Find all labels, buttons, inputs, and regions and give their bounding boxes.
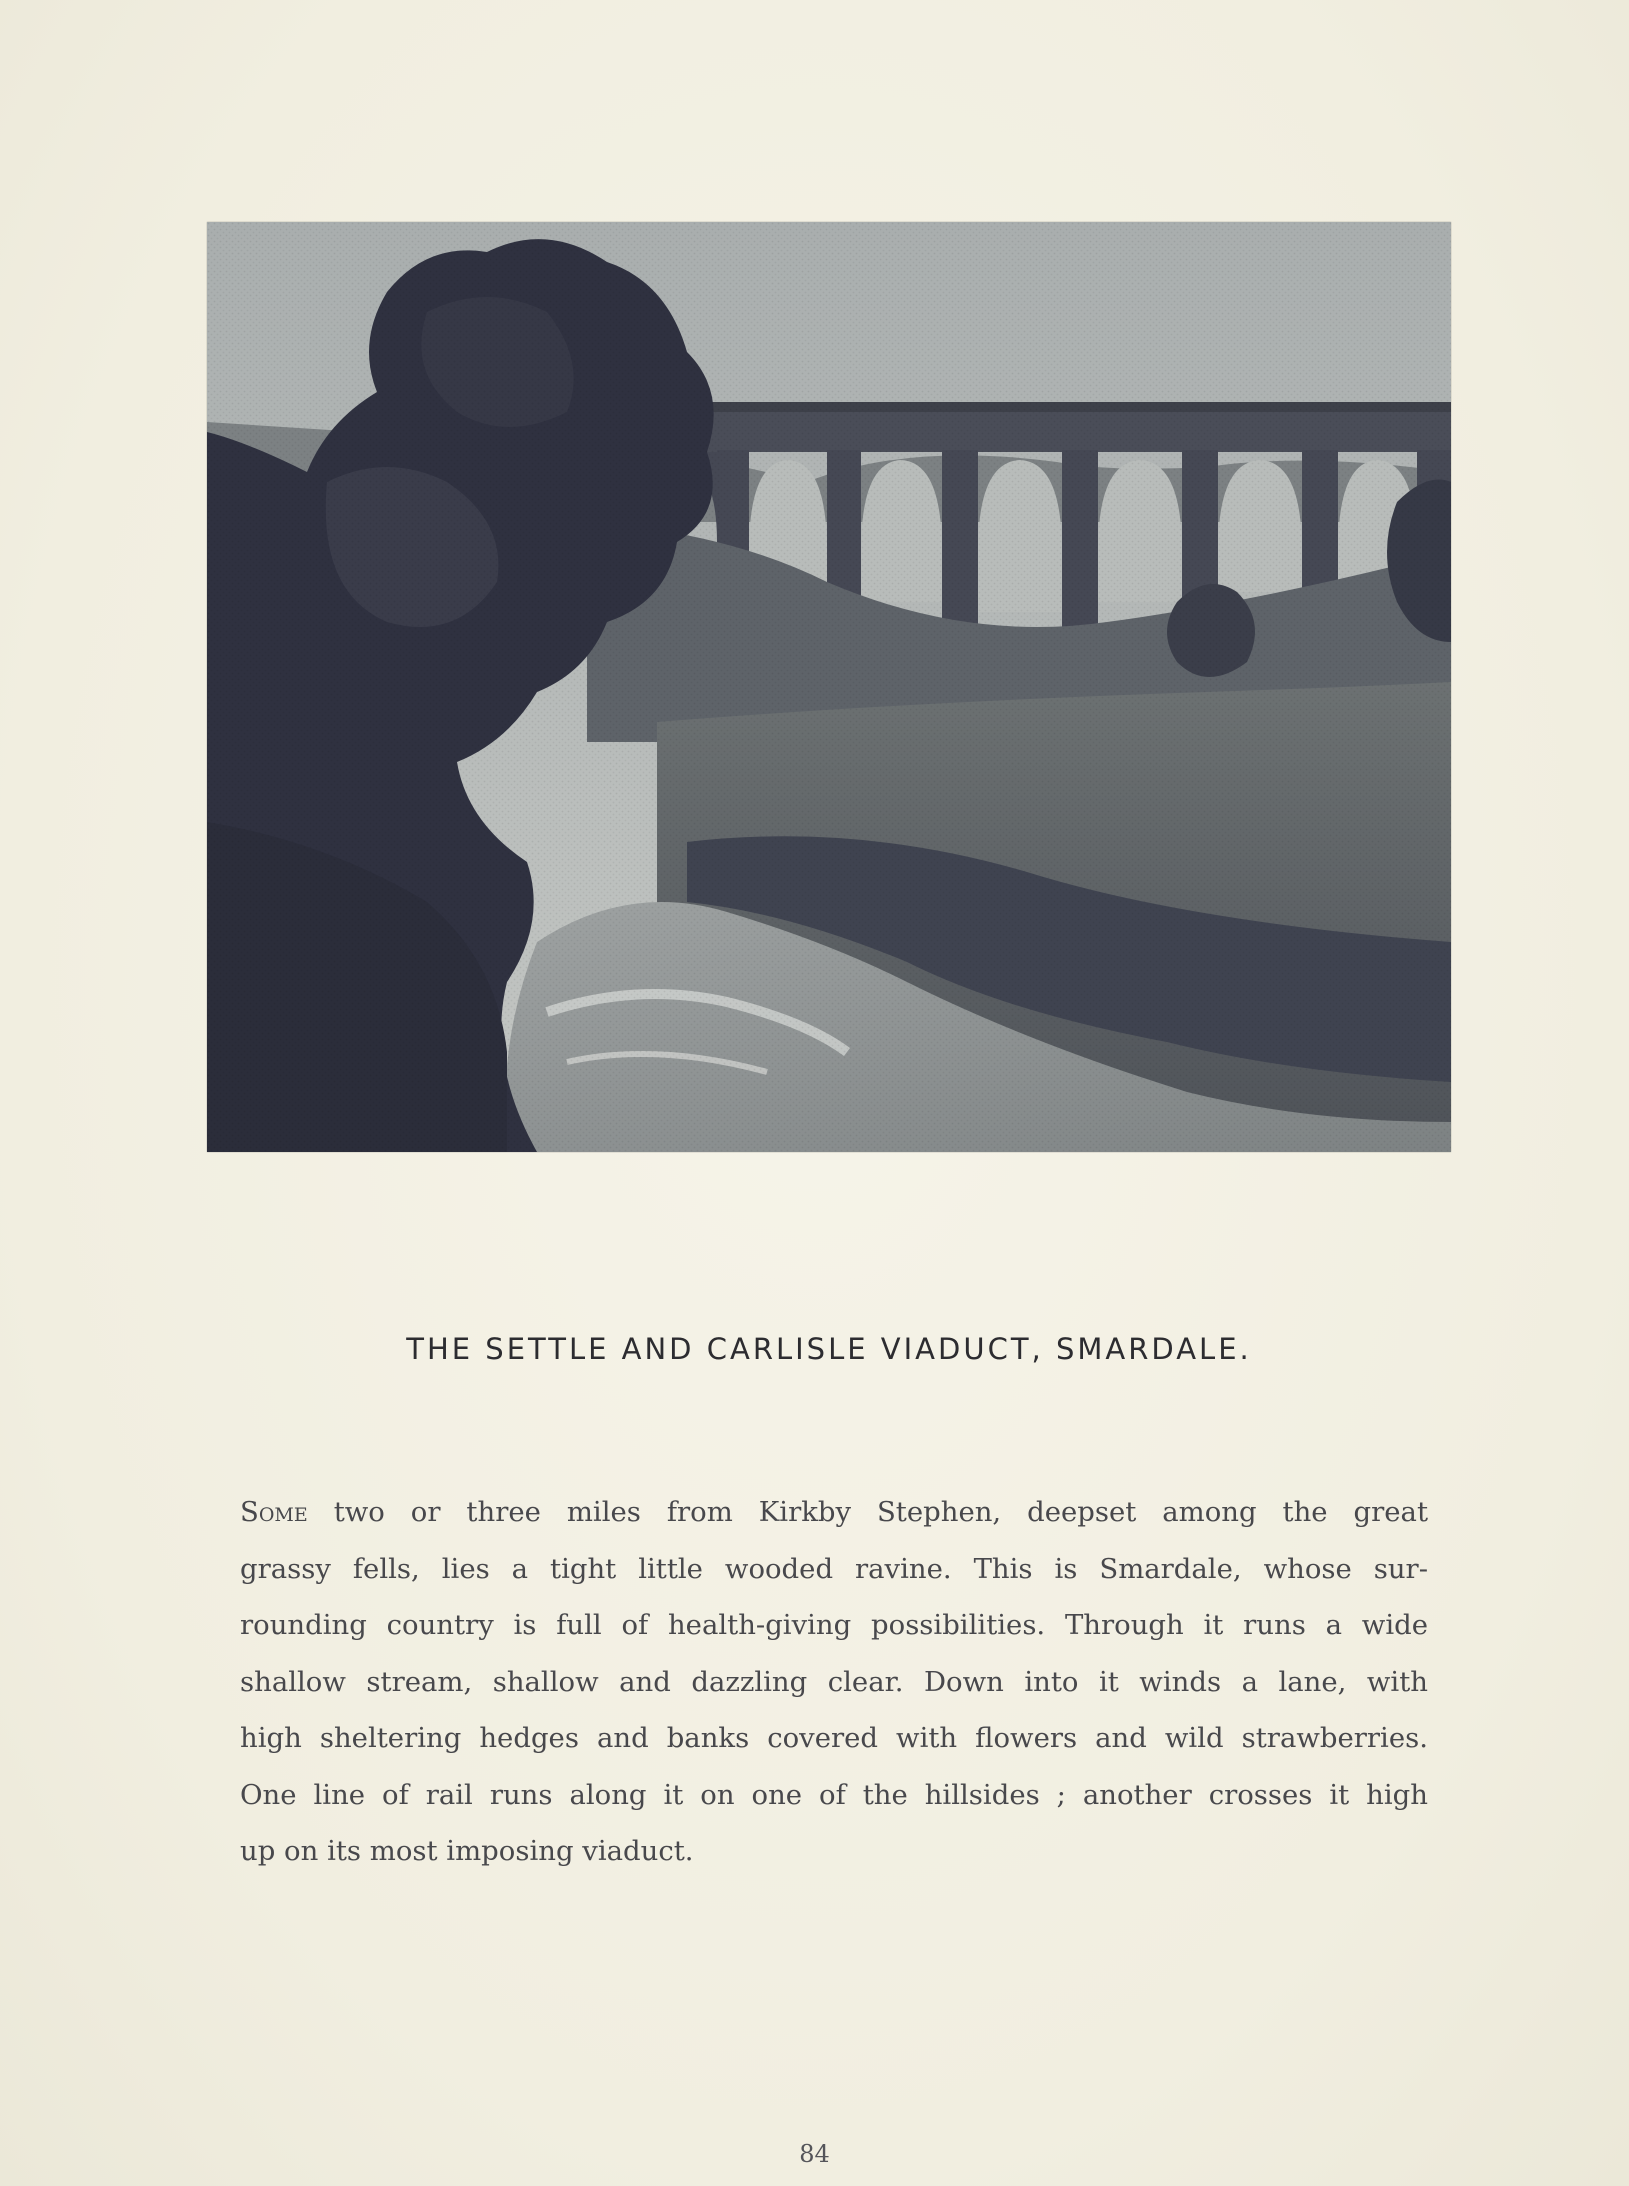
page-number: 84 <box>799 2140 830 2168</box>
paragraph-line: up on its most imposing viaduct. <box>240 1835 694 1867</box>
paragraph <box>240 1484 1428 1880</box>
paragraph-line: grassy fells, lies a tight little wooded ravine. This is Smardale, whose sur- <box>240 1552 1428 1585</box>
paragraph-line: One line of rail runs along it on one of the hillsides ; another crosses it high <box>240 1778 1428 1811</box>
paragraph-line: shallow stream, shallow and dazzling clear. Down into it winds a lane, with <box>240 1665 1428 1698</box>
viaduct-photograph <box>207 222 1451 1152</box>
paragraph-line: high sheltering hedges and banks covered with flowers and wild strawberries. <box>240 1722 1428 1754</box>
paragraph-line: rounding country is full of health-giving possibilities. Through it runs a wide <box>240 1609 1428 1641</box>
paragraph-line: Some two or three miles from Kirkby Stephen, deepset among the great <box>240 1496 1428 1528</box>
plate-caption: THE SETTLE AND CARLISLE VIADUCT, SMARDALE. <box>406 1332 1252 1366</box>
paragraph-first-word: Some <box>240 1496 308 1528</box>
